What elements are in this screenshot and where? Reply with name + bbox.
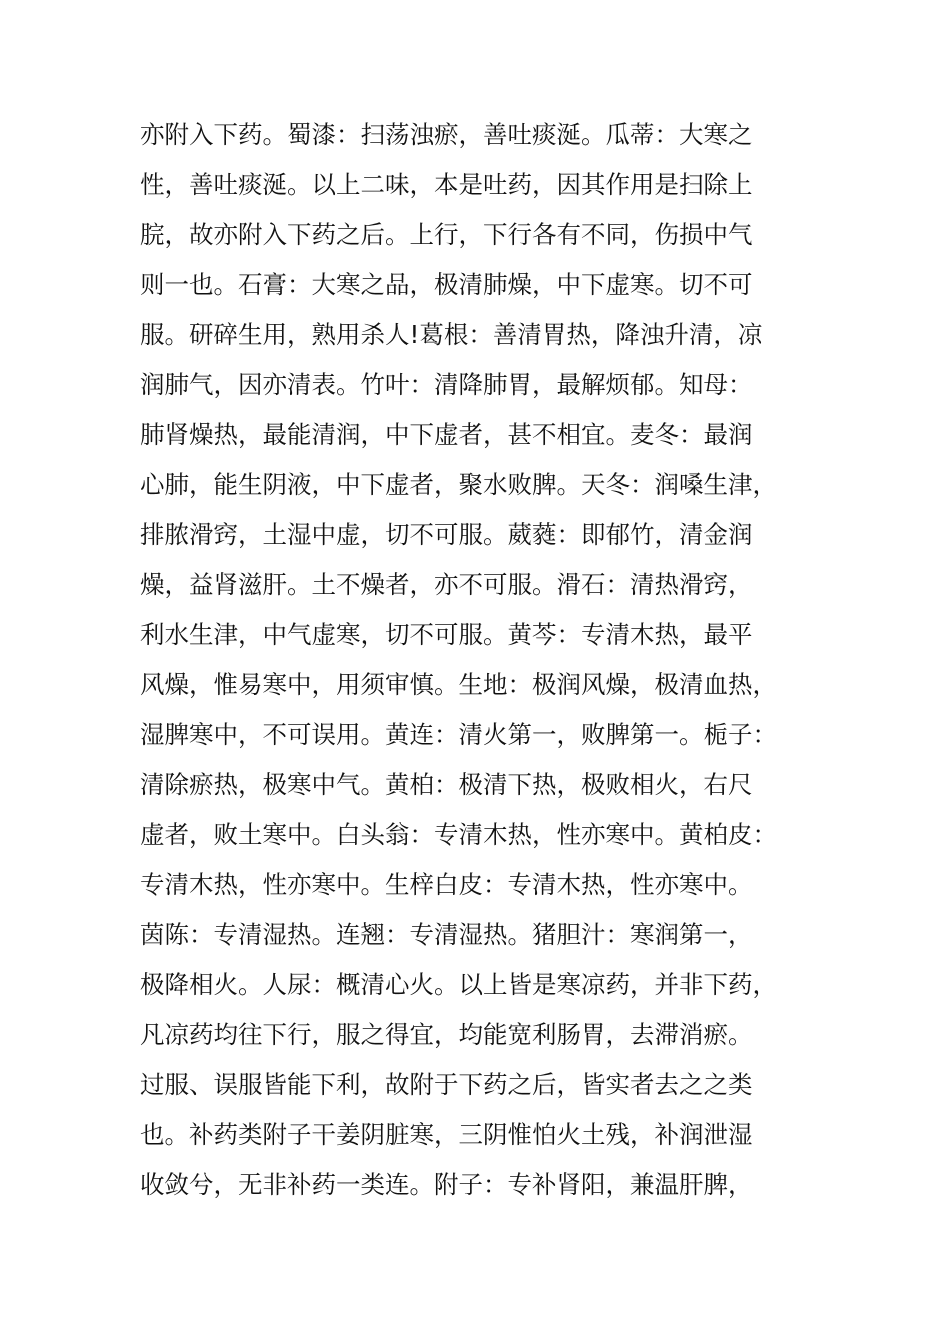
text-line: 亦附入下药。蜀漆：扫荡浊瘀，善吐痰涎。瓜蒂：大寒之	[140, 120, 753, 149]
text-line: 专清木热，性亦寒中。生梓白皮：专清木热，性亦寒中。	[140, 870, 753, 899]
text-line: 肺肾燥热，最能清润，中下虚者，甚不相宜。麦冬：最润	[140, 420, 753, 449]
text-line: 茵陈：专清湿热。连翘：专清湿热。猪胆汁：寒润第一，	[140, 920, 753, 949]
text-line: 服。研碎生用，熟用杀人!葛根：善清胃热，降浊升清，凉	[140, 320, 763, 349]
text-line: 清除瘀热，极寒中气。黄柏：极清下热，极败相火，右尺	[140, 770, 753, 799]
text-line: 心肺，能生阴液，中下虚者，聚水败脾。天冬：润嗓生津，	[140, 470, 777, 499]
text-line: 凡凉药均往下行，服之得宜，均能宽利肠胃，去滞消瘀。	[140, 1020, 753, 1049]
text-line: 湿脾寒中，不可误用。黄连：清火第一，败脾第一。栀子：	[140, 720, 777, 749]
text-line: 收敛兮，无非补药一类连。附子：专补肾阳，兼温肝脾，	[140, 1170, 753, 1199]
text-line: 润肺气，因亦清表。竹叶：清降肺胃，最解烦郁。知母：	[140, 370, 753, 399]
text-line: 则一也。石膏：大寒之品，极清肺燥，中下虚寒。切不可	[140, 270, 753, 299]
text-line: 性，善吐痰涎。以上二味，本是吐药，因其作用是扫除上	[140, 170, 753, 199]
text-line: 利水生津，中气虚寒，切不可服。黄芩：专清木热，最平	[140, 620, 753, 649]
text-line: 风燥，惟易寒中，用须审慎。生地：极润风燥，极清血热，	[140, 670, 777, 699]
text-line: 极降相火。人尿：概清心火。以上皆是寒凉药，并非下药，	[140, 970, 777, 999]
text-line: 脘，故亦附入下药之后。上行，下行各有不同，伤损中气	[140, 220, 753, 249]
text-line: 排脓滑窍，土湿中虚，切不可服。葳蕤：即郁竹，清金润	[140, 520, 753, 549]
text-line: 虚者，败土寒中。白头翁：专清木热，性亦寒中。黄柏皮：	[140, 820, 777, 849]
text-line: 也。补药类附子干姜阴脏寒，三阴惟怕火土残，补润泄湿	[140, 1120, 753, 1149]
text-line: 燥，益肾滋肝。土不燥者，亦不可服。滑石：清热滑窍，	[140, 570, 753, 599]
text-line: 过服、误服皆能下利，故附于下药之后，皆实者去之之类	[140, 1070, 753, 1099]
body-text	[140, 110, 810, 1210]
